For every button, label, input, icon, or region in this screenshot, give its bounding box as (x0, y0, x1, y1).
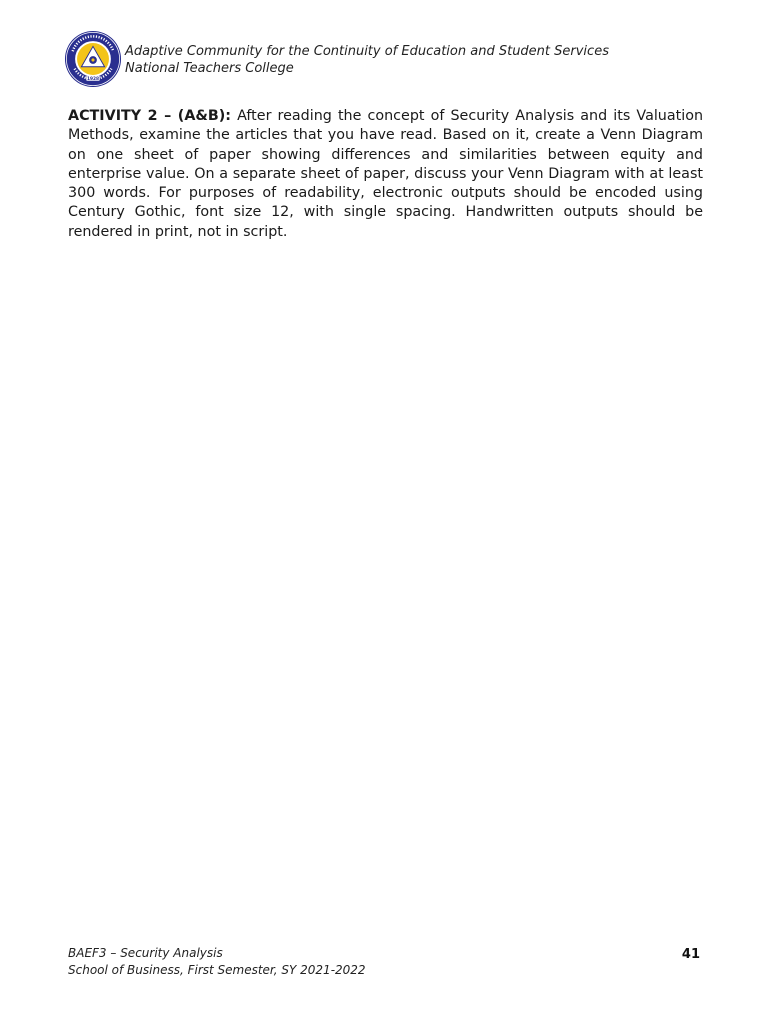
activity-body: After reading the concept of Security Analysis and its Valuation Methods, examine the articles that you have read. Based on it, create a Venn Diagram on one sheet of paper showing differences and similarities between equity and enterprise value. On a separate sheet of paper, discuss your Venn Diagram with at least 300 words. For purposes of readability, electronic outputs should be encoded using Century Gothic, font size 12, with single spacing. Handwritten outputs should be rendered in print, not in script. (68, 108, 704, 240)
page-header (64, 30, 609, 88)
activity-paragraph (68, 107, 703, 242)
header-line-2: National Teachers College (125, 61, 294, 76)
activity-label: ACTIVITY 2 – (A&B): (68, 108, 232, 124)
page-footer (68, 945, 366, 978)
header-line-1: Adaptive Community for the Continuity of Education and Student Services (125, 44, 609, 59)
college-seal-icon (64, 30, 122, 88)
page-number: 41 (681, 947, 700, 962)
footer-school: School of Business, First Semester, SY 2021-2022 (68, 962, 366, 977)
seal-year: 1928 (86, 76, 100, 82)
footer-course: BAEF3 – Security Analysis (68, 946, 223, 960)
